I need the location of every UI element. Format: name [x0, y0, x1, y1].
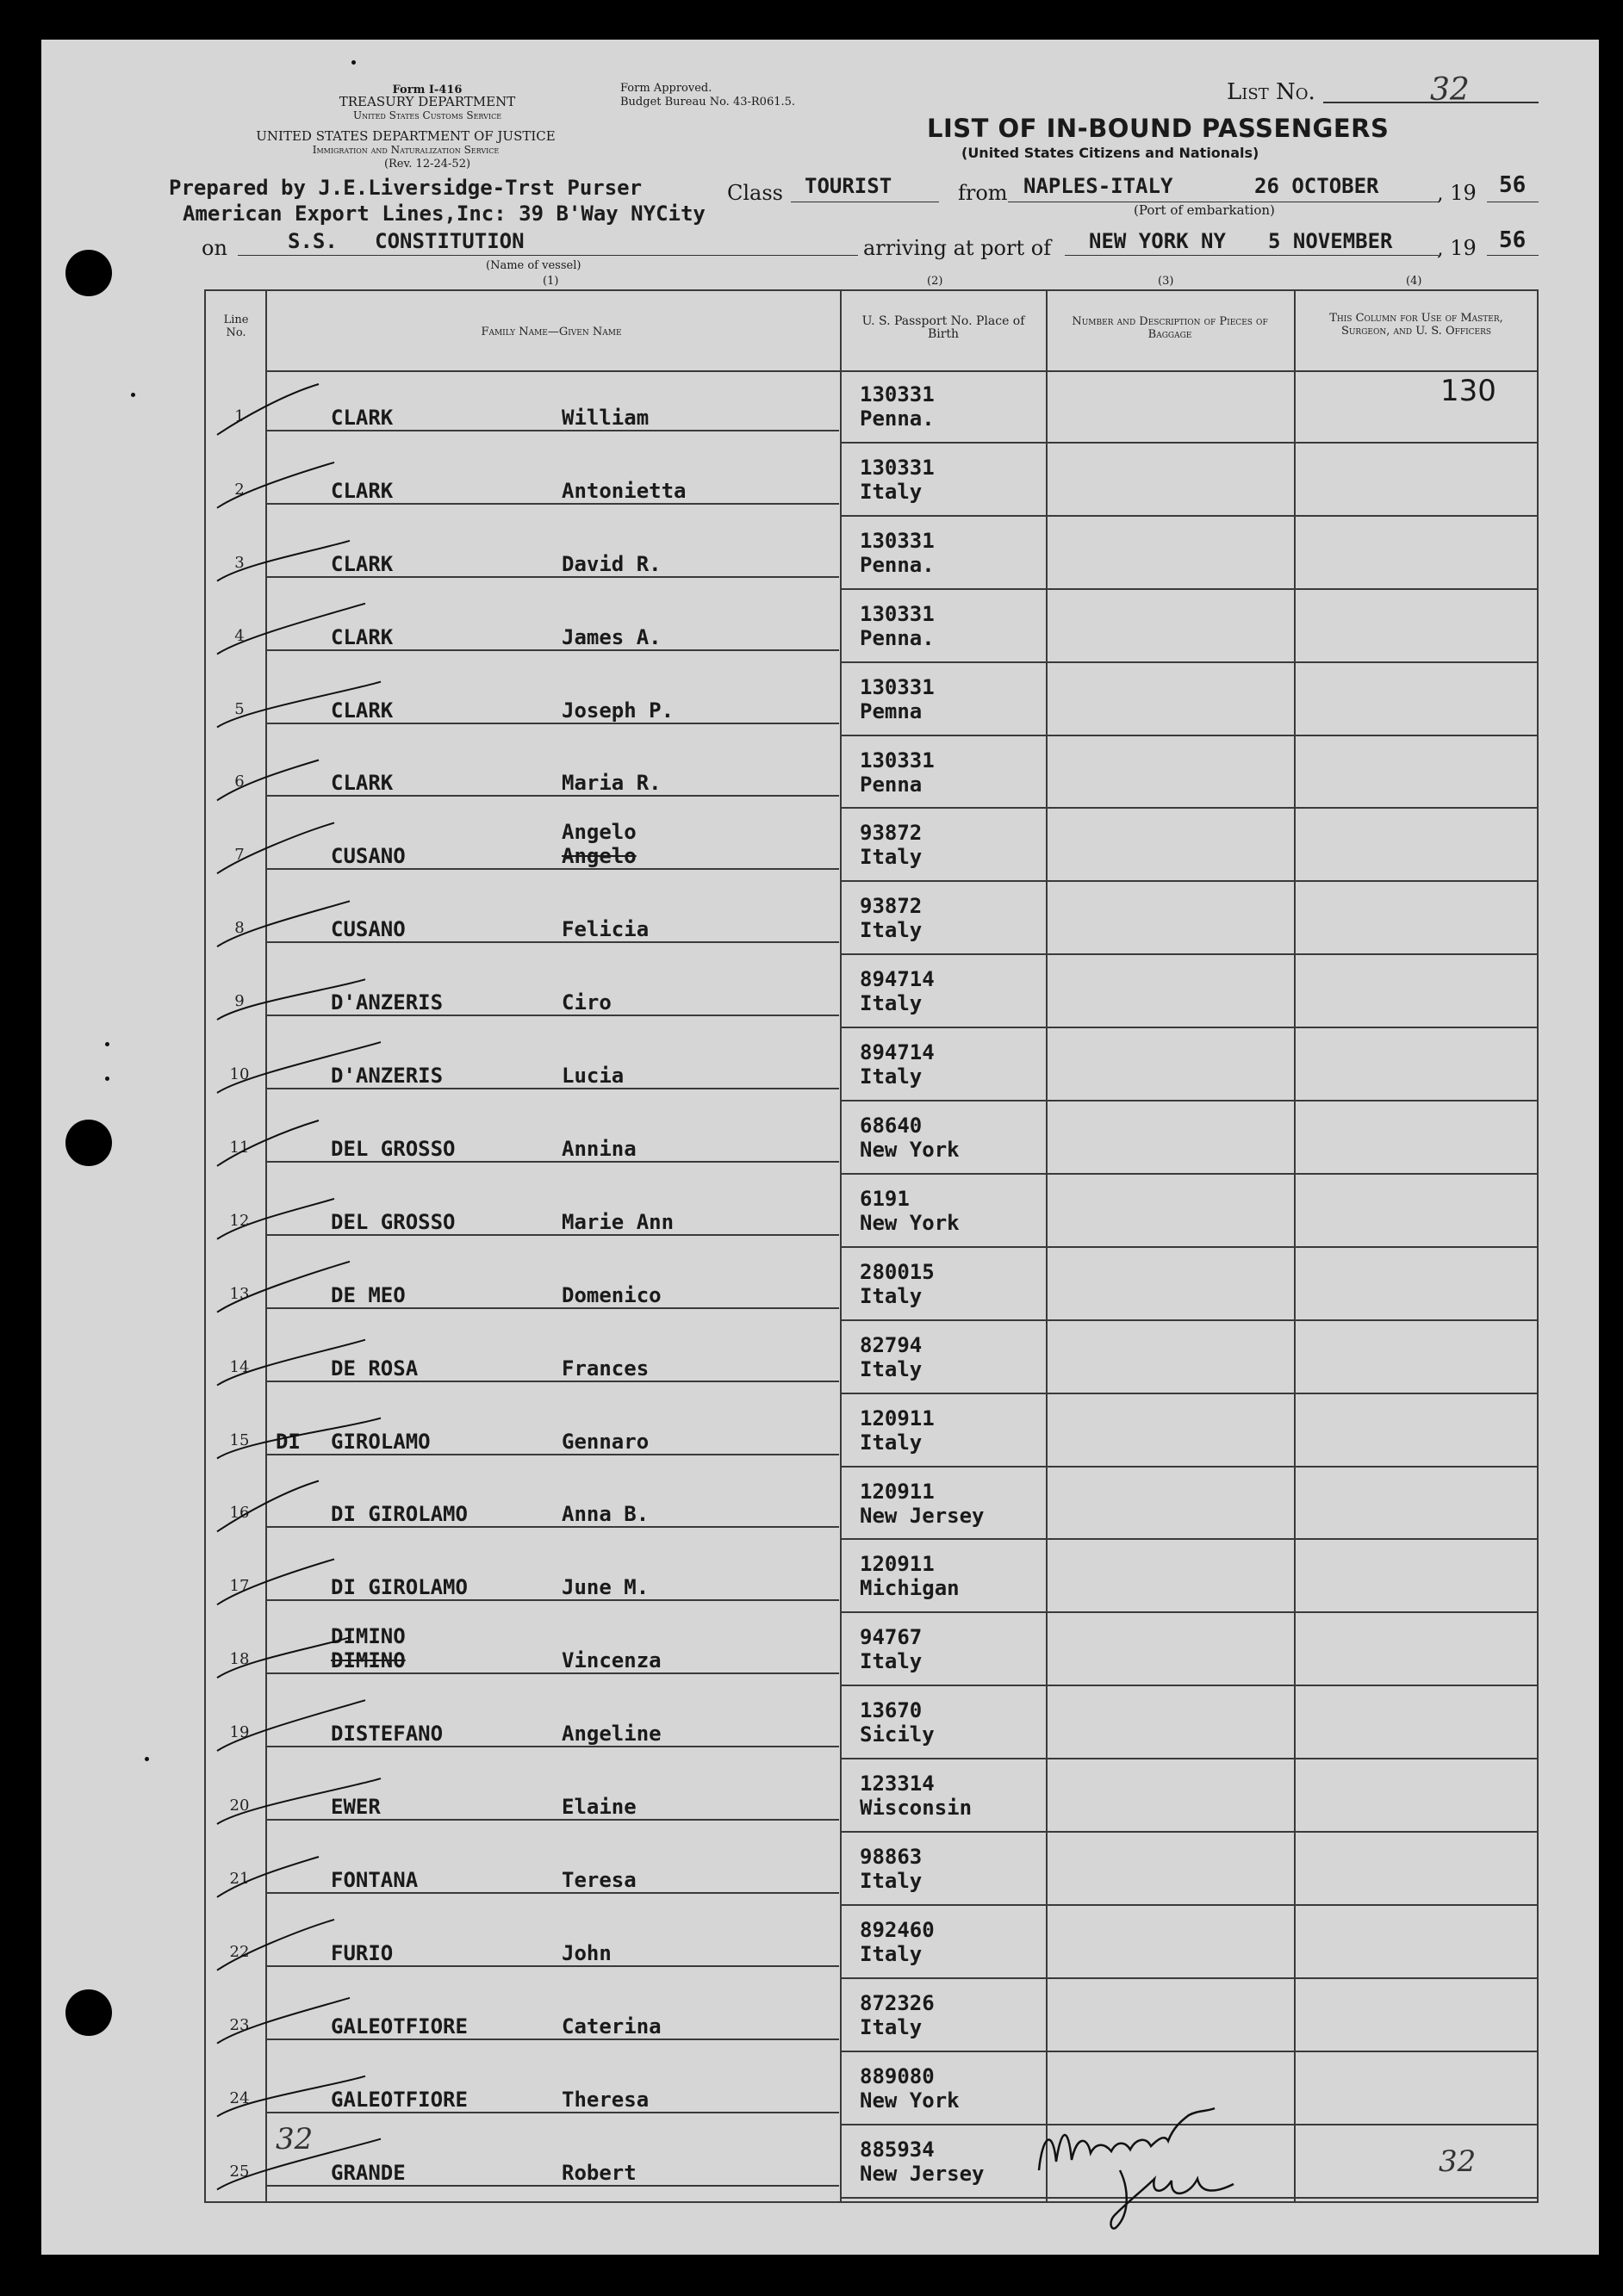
family-name: CLARK	[331, 771, 394, 796]
col3-number: (3)	[1158, 275, 1174, 288]
row-rule	[267, 868, 839, 870]
prepared-by: Prepared by J.E.Liversidge-Trst Purser	[169, 176, 643, 200]
family-name: CLARK	[331, 478, 394, 503]
row-rule	[842, 1538, 1537, 1540]
passport-number: 68640	[860, 1114, 923, 1138]
row-rule	[842, 1904, 1537, 1906]
passport-number: 130331	[860, 674, 935, 699]
row-rule	[267, 2038, 839, 2040]
arrival-year-underline	[1487, 255, 1539, 256]
line-number: 16	[229, 1504, 250, 1523]
row-rule	[267, 1819, 839, 1821]
given-name: Annina	[562, 1136, 637, 1161]
family-name: CLARK	[331, 624, 394, 649]
speck	[351, 60, 356, 65]
row-rule	[842, 1246, 1537, 1248]
given-name: Frances	[562, 1356, 650, 1381]
header-row-rule	[267, 370, 1537, 372]
given-name: David R.	[562, 551, 662, 576]
table-bottom-border	[204, 2201, 1539, 2203]
arrival-underline	[1065, 255, 1439, 256]
place-of-birth: Penna.	[860, 406, 935, 431]
given-name: Maria R.	[562, 771, 662, 796]
given-name: Robert	[562, 2160, 637, 2185]
given-name: Marie Ann	[562, 1209, 675, 1234]
line-number: 8	[234, 919, 245, 938]
passport-number: 120911	[860, 1479, 935, 1504]
place-of-birth: New Jersey	[860, 2161, 985, 2186]
col-header-passport: U. S. Passport No. Place of Birth	[861, 314, 1025, 341]
line-number: 6	[234, 773, 245, 791]
given-name: Elaine	[562, 1795, 637, 1819]
passport-number: 889080	[860, 2063, 935, 2088]
given-name: William	[562, 405, 650, 430]
passport-number: 98863	[860, 1845, 923, 1869]
row-rule	[267, 1526, 839, 1528]
line-number: 19	[229, 1723, 250, 1742]
family-name: FONTANA	[331, 1867, 419, 1892]
speck	[105, 1042, 109, 1046]
arriving-label: arriving at port of	[863, 236, 1052, 260]
row-rule	[842, 1685, 1537, 1686]
passport-number: 894714	[860, 967, 935, 992]
line-number: 14	[229, 1357, 250, 1376]
list-no-value: 32	[1430, 72, 1470, 108]
family-name: DI GIROLAMO	[331, 1502, 468, 1527]
family-name: DE MEO	[331, 1282, 406, 1307]
given-name: Vincenza	[562, 1648, 662, 1673]
col1-number: (1)	[543, 275, 559, 288]
ins-service: Immigration and Naturalization Service	[312, 144, 500, 156]
family-name: CUSANO	[331, 844, 406, 869]
passport-number: 894714	[860, 1040, 935, 1065]
family-name: FURIO	[331, 1940, 394, 1965]
justice-department: UNITED STATES DEPARTMENT OF JUSTICE	[256, 128, 556, 144]
passport-number: 13670	[860, 1698, 923, 1723]
row-rule	[267, 941, 839, 943]
place-of-birth: Italy	[860, 1064, 923, 1089]
passport-number: 120911	[860, 1552, 935, 1577]
row-rule	[842, 735, 1537, 736]
place-of-birth: Italy	[860, 991, 923, 1016]
row-rule	[267, 1015, 839, 1016]
punch-hole-top	[65, 250, 112, 296]
class-label: Class	[727, 181, 783, 205]
line-number: 11	[229, 1138, 250, 1157]
row-rule	[842, 1319, 1537, 1321]
place-of-birth: Italy	[860, 1430, 923, 1455]
speck	[145, 1757, 149, 1761]
place-of-birth: Italy	[860, 2014, 923, 2039]
family-name-prefix: DI	[276, 1429, 301, 1454]
embarkation-date: 26 OCTOBER	[1254, 174, 1379, 198]
arrival-date: 5 NOVEMBER	[1268, 229, 1393, 253]
given-name: Joseph P.	[562, 698, 675, 723]
passport-number: 130331	[860, 528, 935, 553]
family-name-correction: DIMINO	[331, 1624, 406, 1649]
row-rule	[842, 1611, 1537, 1613]
line-number: 25	[229, 2162, 250, 2181]
form-approved: Form Approved.	[620, 82, 712, 95]
place-of-birth: Penna	[860, 772, 923, 797]
table-top-border	[204, 289, 1539, 291]
passport-number: 885934	[860, 2137, 935, 2162]
place-of-birth: Italy	[860, 1941, 923, 1966]
family-name: CLARK	[331, 698, 394, 723]
given-name: Domenico	[562, 1282, 662, 1307]
row-rule	[842, 1831, 1537, 1833]
row-rule	[267, 503, 839, 505]
passport-number: 892460	[860, 1917, 935, 1942]
given-name: Anna B.	[562, 1502, 650, 1527]
line-number: 1	[234, 406, 245, 425]
table-left-border	[204, 289, 206, 2203]
family-name: DI GIROLAMO	[331, 1575, 468, 1600]
vessel-caption: (Name of vessel)	[486, 259, 581, 272]
col-header-baggage: Number and Description of Pieces of Baggage	[1072, 315, 1268, 341]
arrival-year-prefix: , 19	[1437, 236, 1477, 260]
line-number: 7	[234, 846, 245, 865]
row-rule	[267, 649, 839, 651]
passport-number: 6191	[860, 1186, 910, 1211]
place-of-birth: Michigan	[860, 1576, 960, 1601]
place-of-birth: New York	[860, 1138, 960, 1162]
table-right-border	[1537, 289, 1539, 2203]
place-of-birth: Italy	[860, 1869, 923, 1893]
from-label: from	[958, 181, 1008, 205]
row-rule	[842, 953, 1537, 955]
row-rule	[267, 1965, 839, 1967]
handwritten-number-right: 32	[1439, 2144, 1477, 2179]
family-name: GALEOTFIORE	[331, 2087, 468, 2112]
family-name: DE ROSA	[331, 1356, 419, 1381]
passport-number: 130331	[860, 455, 935, 480]
row-rule	[267, 1088, 839, 1089]
family-name: GALEOTFIORE	[331, 2014, 468, 2038]
row-rule	[842, 442, 1537, 444]
line-number: 2	[234, 480, 245, 499]
family-name: CUSANO	[331, 917, 406, 942]
row-rule	[267, 576, 839, 578]
row-rule	[842, 515, 1537, 517]
place-of-birth: Sicily	[860, 1722, 935, 1747]
place-of-birth: New York	[860, 2088, 960, 2113]
budget-bureau: Budget Bureau No. 43-R061.5.	[620, 96, 796, 109]
passport-number: 93872	[860, 821, 923, 846]
customs-service: United States Customs Service	[352, 109, 502, 121]
row-rule	[842, 1466, 1537, 1468]
col-header-line-no: Line No.	[223, 313, 249, 339]
passport-number: 123314	[860, 1772, 935, 1796]
row-rule	[842, 2051, 1537, 2052]
place-of-birth: Pemna	[860, 698, 923, 723]
row-rule	[267, 2185, 839, 2187]
handwritten-number-left: 32	[276, 2122, 314, 2156]
place-of-birth: Italy	[860, 845, 923, 870]
line-number: 18	[229, 1650, 250, 1669]
given-name: Lucia	[562, 1064, 625, 1088]
place-of-birth: New Jersey	[860, 1503, 985, 1528]
family-name: EWER	[331, 1795, 381, 1819]
row-rule	[842, 2124, 1537, 2125]
passport-number: 130331	[860, 382, 935, 406]
row-rule	[842, 2197, 1537, 2199]
from-year-prefix: , 19	[1437, 181, 1477, 205]
place-of-birth: Italy	[860, 1649, 923, 1674]
place-of-birth: Italy	[860, 1356, 923, 1381]
row-rule	[267, 795, 839, 797]
vessel-underline	[238, 255, 858, 256]
embarkation-port: NAPLES-ITALY	[1023, 174, 1173, 198]
family-name: D'ANZERIS	[331, 1064, 444, 1088]
given-name-struck: Angelo	[562, 844, 637, 869]
embarkation-year: 56	[1499, 172, 1527, 198]
row-rule	[267, 1161, 839, 1163]
passport-number: 872326	[860, 1990, 935, 2015]
passport-number: 280015	[860, 1259, 935, 1284]
on-label: on	[202, 236, 227, 260]
row-rule	[267, 430, 839, 431]
prepared-by-company: American Export Lines,Inc: 39 B'Way NYCity	[183, 202, 706, 226]
family-name: GRANDE	[331, 2160, 406, 2185]
place-of-birth: Italy	[860, 1283, 923, 1308]
row-rule	[267, 1234, 839, 1236]
line-number: 24	[229, 2088, 250, 2107]
col-header-name: Family Name—Given Name	[481, 326, 622, 338]
passport-number: 94767	[860, 1625, 923, 1650]
place-of-birth: Italy	[860, 479, 923, 504]
line-number: 22	[229, 1942, 250, 1961]
col2-number: (2)	[927, 275, 943, 288]
given-name: James A.	[562, 624, 662, 649]
row-rule	[267, 1599, 839, 1601]
line-number: 4	[234, 626, 245, 645]
family-name: DEL GROSSO	[331, 1136, 456, 1161]
line-number: 13	[229, 1284, 250, 1303]
family-name: DEL GROSSO	[331, 1209, 456, 1234]
row-rule	[267, 1892, 839, 1894]
class-value: TOURIST	[805, 174, 892, 198]
passport-number: 93872	[860, 894, 923, 919]
given-name: Teresa	[562, 1867, 637, 1892]
place-of-birth: Wisconsin	[860, 1796, 973, 1821]
family-name: D'ANZERIS	[331, 990, 444, 1015]
arrival-year: 56	[1499, 227, 1527, 253]
vessel-name: S.S. CONSTITUTION	[288, 229, 525, 253]
family-name: CLARK	[331, 405, 394, 430]
row-rule	[842, 1100, 1537, 1101]
arrival-port: NEW YORK NY	[1089, 229, 1226, 253]
row-rule	[267, 723, 839, 724]
row-rule	[267, 1672, 839, 1674]
line-number: 12	[229, 1211, 250, 1230]
page-title: LIST OF IN-BOUND PASSENGERS	[927, 114, 1390, 143]
given-name: Ciro	[562, 990, 612, 1015]
speck	[105, 1077, 109, 1081]
given-name: John	[562, 1940, 612, 1965]
page-subtitle: (United States Citizens and Nationals)	[961, 145, 1259, 161]
row-rule	[267, 1381, 839, 1382]
given-name: Gennaro	[562, 1429, 650, 1454]
row-rule	[267, 1454, 839, 1455]
line-number: 15	[229, 1430, 250, 1449]
line-number: 21	[229, 1869, 250, 1888]
passport-number: 82794	[860, 1332, 923, 1357]
family-name-struck: DIMINO	[331, 1648, 406, 1673]
row-rule	[842, 1173, 1537, 1175]
row-rule	[267, 2112, 839, 2113]
treasury-department: TREASURY DEPARTMENT	[339, 94, 516, 109]
row-rule	[842, 1758, 1537, 1759]
row-rule	[842, 1393, 1537, 1394]
given-name: Caterina	[562, 2014, 662, 2038]
place-of-birth: New York	[860, 1210, 960, 1235]
given-name-correction: Angelo	[562, 820, 637, 845]
place-of-birth: Penna.	[860, 625, 935, 650]
line-number: 20	[229, 1796, 250, 1815]
list-no-label: List No.	[1227, 79, 1315, 105]
line-number: 17	[229, 1577, 250, 1596]
given-name: Felicia	[562, 917, 650, 942]
passport-number: 130331	[860, 601, 935, 626]
passport-number: 130331	[860, 748, 935, 773]
punch-hole-bottom	[65, 1989, 112, 2036]
col4-number: (4)	[1406, 275, 1422, 288]
given-name: Antonietta	[562, 478, 687, 503]
given-name: Theresa	[562, 2087, 650, 2112]
col-header-officers: This Column for Use of Master, Surgeon, and U. S. Officers	[1329, 312, 1503, 338]
row-rule	[842, 1027, 1537, 1028]
speck	[131, 393, 135, 397]
passport-number: 120911	[860, 1406, 935, 1430]
line-number: 10	[229, 1065, 250, 1083]
row-rule	[267, 1746, 839, 1747]
form-number: Form I-416	[392, 84, 463, 96]
row-rule	[842, 880, 1537, 882]
officer-count: 130	[1440, 374, 1496, 408]
family-name: GIROLAMO	[331, 1429, 431, 1454]
line-number: 23	[229, 2015, 250, 2034]
family-name: CLARK	[331, 551, 394, 576]
row-rule	[842, 807, 1537, 809]
family-name: DISTEFANO	[331, 1722, 444, 1747]
place-of-birth: Penna.	[860, 552, 935, 577]
line-number: 5	[234, 699, 245, 718]
row-rule	[842, 588, 1537, 590]
given-name: June M.	[562, 1575, 650, 1600]
line-number: 9	[234, 992, 245, 1011]
revision-date: (Rev. 12-24-52)	[383, 158, 471, 171]
place-of-birth: Italy	[860, 918, 923, 943]
given-name: Angeline	[562, 1722, 662, 1747]
punch-hole-middle	[65, 1120, 112, 1166]
line-number: 3	[234, 553, 245, 572]
port-embarkation-caption: (Port of embarkation)	[1134, 202, 1275, 218]
row-rule	[842, 1977, 1537, 1979]
row-rule	[267, 1307, 839, 1309]
row-rule	[842, 661, 1537, 663]
